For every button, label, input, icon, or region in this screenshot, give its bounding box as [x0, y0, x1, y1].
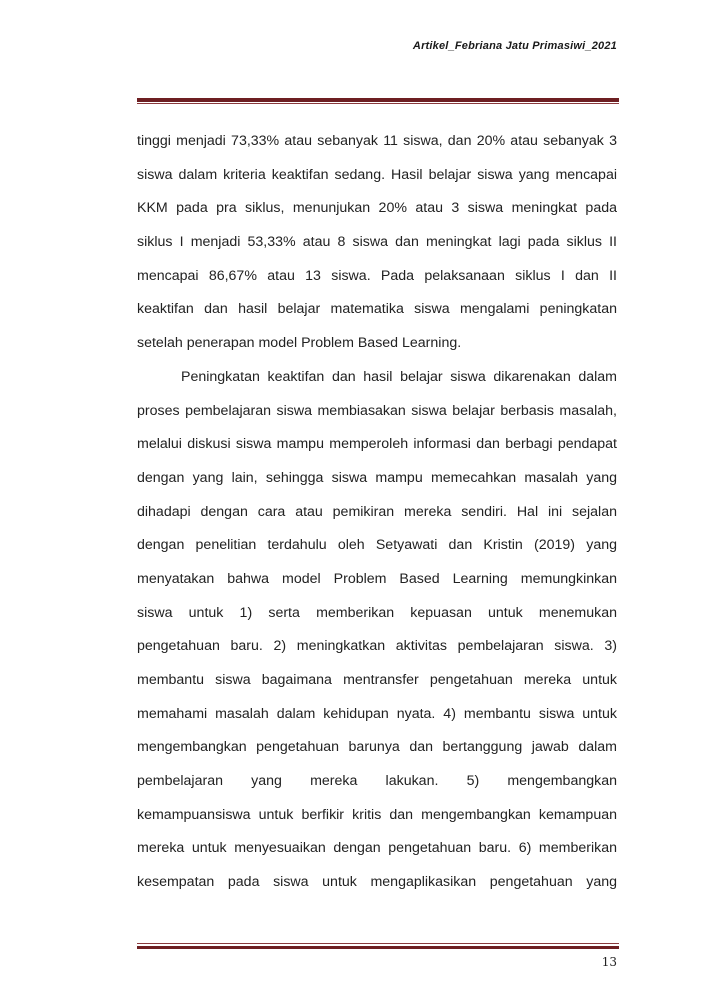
- body-line: mereka untuk menyesuaikan dengan pengetahuan baru. 6) memberikan: [137, 840, 617, 857]
- body-line: memahami masalah dalam kehidupan nyata. 4) membantu siswa untuk: [137, 705, 617, 722]
- running-header: Artikel_Febriana Jatu Primasiwi_2021: [412, 40, 617, 52]
- footer-rule: [137, 946, 619, 949]
- body-line: kemampuansiswa untuk berfikir kritis dan mengembangkan kemampuan: [137, 806, 617, 823]
- body-line: menyatakan bahwa model Problem Based Learning memungkinkan: [137, 570, 617, 587]
- header-rule: [137, 98, 619, 102]
- body-line: melalui diskusi siswa mampu memperoleh informasi dan berbagi pendapat: [137, 436, 617, 453]
- body-line: siswa untuk 1) serta memberikan kepuasan untuk menemukan: [137, 604, 617, 621]
- body-line: kesempatan pada siswa untuk mengaplikasikan pengetahuan yang: [137, 874, 617, 891]
- body-line: siklus I menjadi 53,33% atau 8 siswa dan meningkat lagi pada siklus II: [137, 234, 617, 251]
- body-line: siswa dalam kriteria keaktifan sedang. Hasil belajar siswa yang mencapai: [137, 166, 617, 183]
- body-line: KKM pada pra siklus, menunjukan 20% atau 3 siswa meningkat pada: [137, 200, 617, 217]
- body-line-paragraph-end: setelah penerapan model Problem Based Learning.: [137, 335, 462, 352]
- body-line: membantu siswa bagaimana mentransfer pengetahuan mereka untuk: [137, 672, 617, 688]
- body-line: tinggi menjadi 73,33% atau sebanyak 11 siswa, dan 20% atau sebanyak 3: [137, 133, 617, 149]
- header-rule-thin: [137, 103, 619, 104]
- body-line-paragraph-start: Peningkatan keaktifan dan hasil belajar siswa dikarenakan dalam: [181, 368, 617, 385]
- body-line: dengan penelitian terdahulu oleh Setyawati dan Kristin (2019) yang: [137, 537, 617, 554]
- body-line: proses pembelajaran siswa membiasakan siswa belajar berbasis masalah,: [137, 402, 617, 419]
- page-number: 13: [601, 955, 617, 969]
- body-line: dengan yang lain, sehingga siswa mampu memecahkan masalah yang: [137, 469, 617, 486]
- body-line: pengetahuan baru. 2) meningkatkan aktivitas pembelajaran siswa. 3): [137, 638, 617, 655]
- body-line: pembelajaran yang mereka lakukan. 5) mengembangkan: [137, 773, 617, 790]
- footer-rule-thin: [137, 943, 619, 944]
- body-line: dihadapi dengan cara atau pemikiran mereka sendiri. Hal ini sejalan: [137, 503, 617, 520]
- body-line: keaktifan dan hasil belajar matematika siswa mengalami peningkatan: [137, 301, 617, 318]
- article-body: [137, 125, 617, 900]
- body-line: mencapai 86,67% atau 13 siswa. Pada pelaksanaan siklus I dan II: [137, 267, 617, 284]
- body-line: mengembangkan pengetahuan barunya dan bertanggung jawab dalam: [137, 739, 617, 756]
